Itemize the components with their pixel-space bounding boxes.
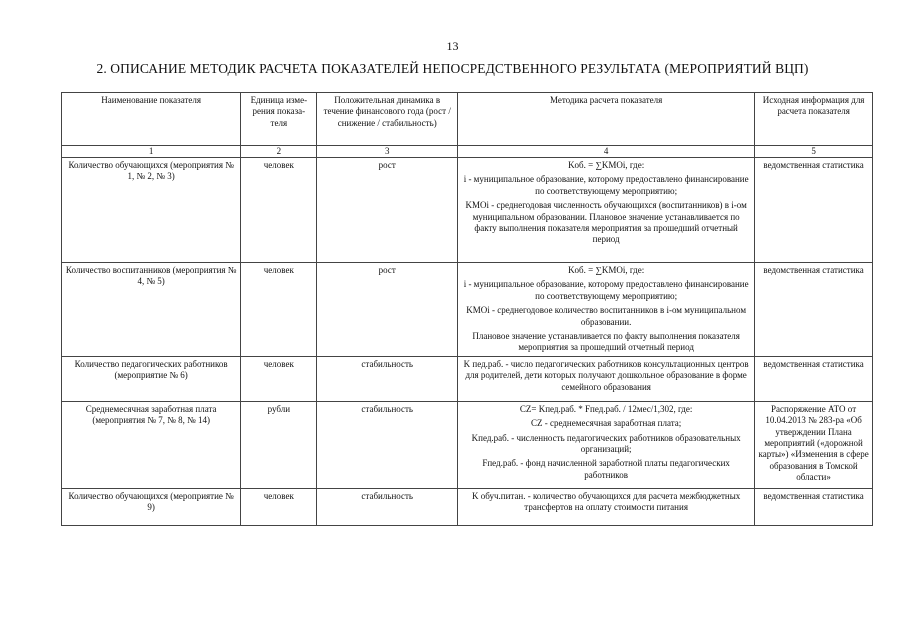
method-line: i - муниципальное образование, которому предоставлено финансирование по соответствующему мероприятию; xyxy=(463,174,749,196)
indicator-source: ведомственная статистика xyxy=(755,263,873,357)
method-line: Kпед.раб. - численность педагогических работников образовательных организаций; xyxy=(471,432,741,455)
indicator-name: Количество педагогических работников (мероприятие № 6) xyxy=(62,356,241,401)
indicator-source: ведомственная статистика xyxy=(755,356,873,401)
table-row xyxy=(62,263,873,357)
method-line: Kоб. = ∑KMOi, где: xyxy=(568,160,645,170)
method-line: K пед.раб. - число педагогических работников консультационных центров для родителей, дети которых получают дошкольное образование в форме семейного образования xyxy=(463,358,749,392)
method-line: i - муниципальное образование, которому предоставлено финансирование по соответствующему мероприятию; xyxy=(463,279,749,301)
indicator-unit: человек xyxy=(241,263,317,357)
table-row xyxy=(62,488,873,525)
table-header-row xyxy=(62,93,873,146)
table-row xyxy=(62,158,873,263)
indicator-dynamics: стабильность xyxy=(317,401,458,488)
table-row xyxy=(62,401,873,488)
indicator-name: Количество воспитанников (мероприятия № 4, № 5) xyxy=(62,263,241,357)
indicator-name: Количество обучающихся (мероприятия № 1, № 2, № 3) xyxy=(62,158,241,263)
indicator-unit: человек xyxy=(241,356,317,401)
indicator-name: Количество обучающихся (мероприятие № 9) xyxy=(62,488,241,525)
method-line: KMOi - среднегодовое количество воспитанников в i-ом муниципальном образовании. xyxy=(466,305,747,327)
method-line: Плановое значение устанавливается по факту выполнения показателя мероприятия за прошедший отчетный период xyxy=(472,331,740,353)
header-method: Методика расчета показателя xyxy=(458,93,755,146)
column-number: 3 xyxy=(317,146,458,158)
method-line: Kоб. = ∑KMOi, где: xyxy=(568,265,645,275)
indicator-method xyxy=(458,488,755,525)
header-dynamics: Положительная динамика в течение финансового года (рост / снижение / стабильность) xyxy=(317,93,458,146)
indicator-method xyxy=(458,356,755,401)
indicator-method xyxy=(458,158,755,263)
column-number: 4 xyxy=(458,146,755,158)
column-number: 1 xyxy=(62,146,241,158)
indicator-dynamics: стабильность xyxy=(317,488,458,525)
table-row xyxy=(62,356,873,401)
indicator-method xyxy=(458,263,755,357)
column-number-row xyxy=(62,146,873,158)
column-number: 5 xyxy=(755,146,873,158)
method-line: CZ= Kпед.раб. * Fпед.раб. / 12мес/1,302, где: xyxy=(519,403,693,414)
header-source: Исходная информация для расчета показателя xyxy=(755,93,873,146)
indicator-unit: рубли xyxy=(241,401,317,488)
indicator-dynamics: стабильность xyxy=(317,356,458,401)
indicator-source: ведомственная статистика xyxy=(755,158,873,263)
method-line: Fпед.раб. - фонд начисленной заработной платы педагогических работников xyxy=(482,458,730,480)
indicator-method xyxy=(458,401,755,488)
column-number: 2 xyxy=(241,146,317,158)
indicator-unit: человек xyxy=(241,488,317,525)
header-unit: Единица изме-рения показа-теля xyxy=(241,93,317,146)
method-line: CZ - среднемесячная заработная плата; xyxy=(530,418,682,429)
indicator-name: Среднемесячная заработная плата (мероприятия № 7, № 8, № 14) xyxy=(62,401,241,488)
section-title: 2. ОПИСАНИЕ МЕТОДИК РАСЧЕТА ПОКАЗАТЕЛЕЙ НЕПОСРЕДСТВЕННОГО РЕЗУЛЬТАТА (МЕРОПРИЯТИЙ ВЦП) xyxy=(96,61,809,76)
indicator-dynamics: рост xyxy=(317,263,458,357)
page-number: 13 xyxy=(446,39,459,53)
method-line: K обуч.питан. - количество обучающихся для расчета межбюджетных трансфертов на оплату стоимости питания xyxy=(472,490,741,513)
indicator-source: Распоряжение АТО от 10.04.2013 № 283-ра «Об утверждении Плана мероприятий («дорожной карты») «Изменения в сфере образования в Томской области» xyxy=(755,401,873,488)
indicators-table xyxy=(61,92,873,526)
indicator-unit: человек xyxy=(241,158,317,263)
header-indicator-name: Наименование показателя xyxy=(62,93,241,146)
indicator-dynamics: рост xyxy=(317,158,458,263)
method-line: KMOi - среднегодовая численность обучающихся (воспитанников) в i-ом муниципальном образовании. Плановое значение устанавливается по факту выполнения показателя мероприятия за прошедший отчетный период xyxy=(465,200,747,245)
indicator-source: ведомственная статистика xyxy=(755,488,873,525)
